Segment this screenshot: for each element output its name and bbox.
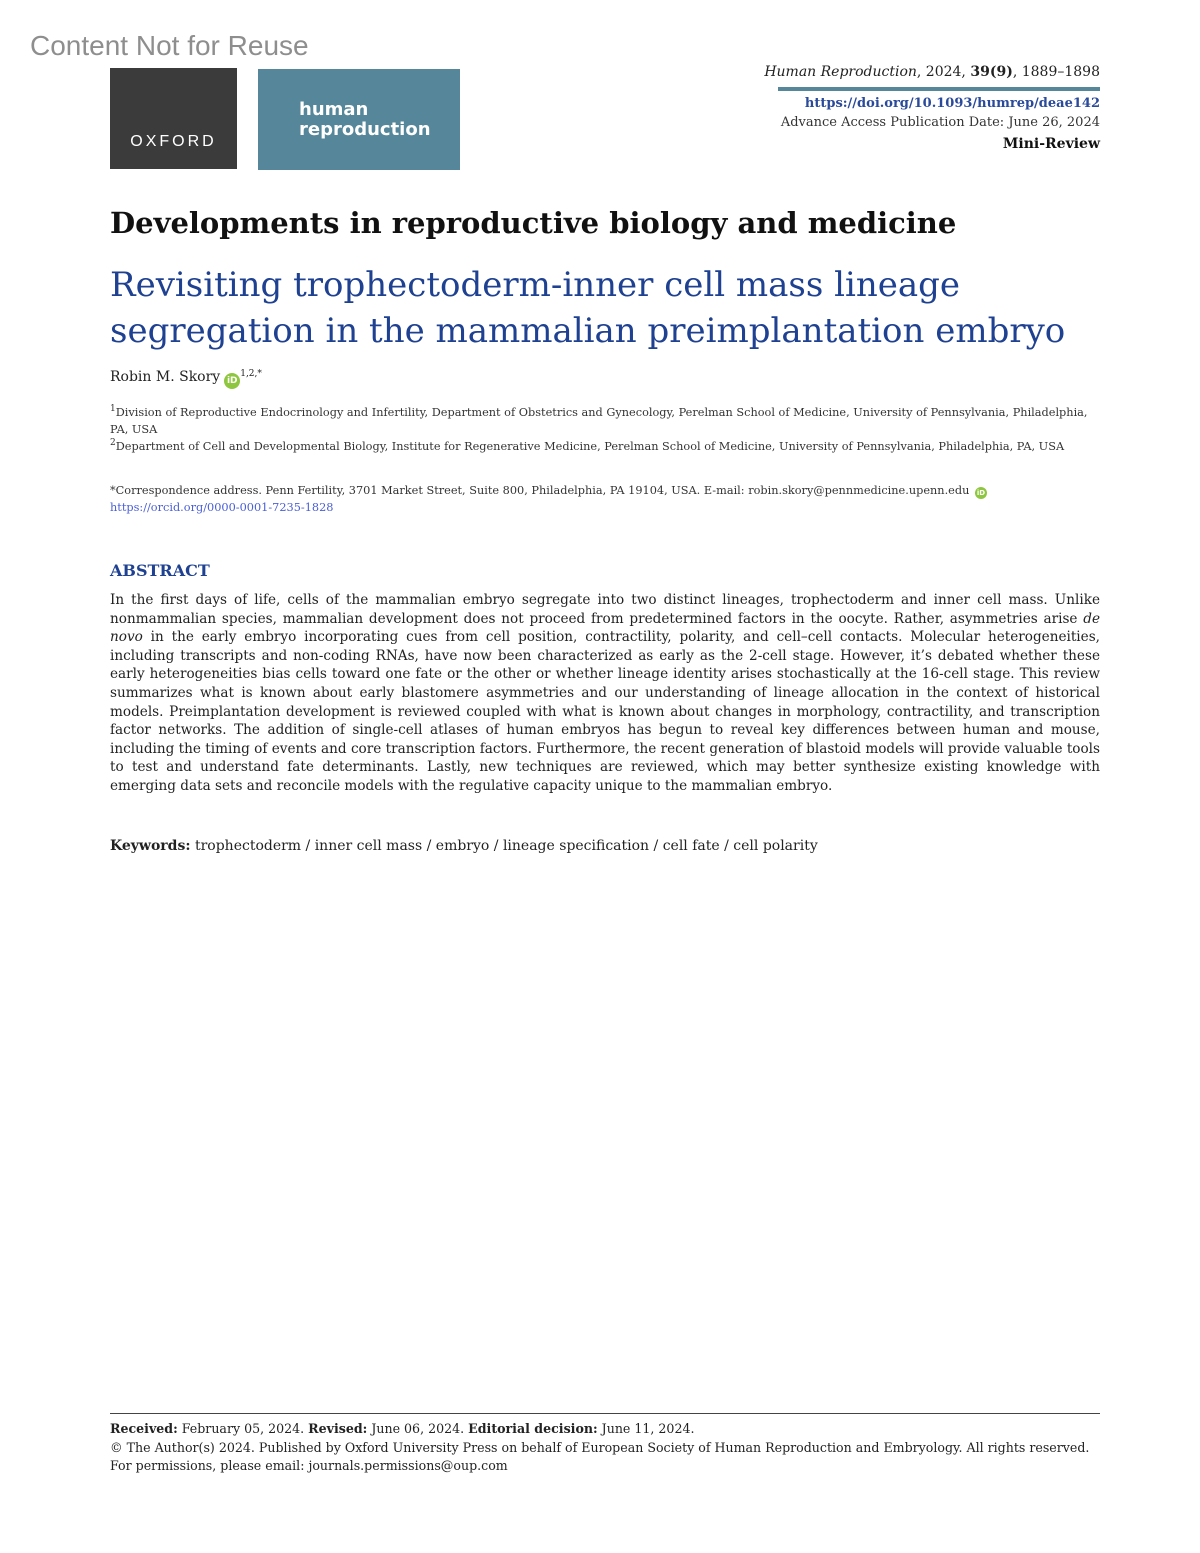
abstract-text-2: in the early embryo incorporating cues from cell position, contractility, polarity, and cell–cell contacts. Molecular heterogeneities, including transcripts and non-coding RNAs, have now been characterized as early as the 2-cell stage. However, it’s debated whether these early heterogeneities bias cells toward one fate or the other or whether lineage identity arises stochastically at the 16-cell stage. This review summarizes what is known about early blastomere asymmetries and our understanding of lineage allocation in the context of historical models. Preimplantation development is reviewed coupled with what is known about changes in morphology, contractility, and transcription factor networks. The addition of single-cell atlases of human embryos has begun to reveal key differences between human and mouse, including the timing of events and core transcription factors. Furthermore, the recent generation of blastoid models will provide valuable tools to test and understand fate determinants. Lastly, new techniques are reviewed, which may better synthesize existing knowledge with emerging data sets and reconcile models with the regulative capacity unique to the mammalian embryo. — [110, 629, 1100, 794]
abstract-italic: de novo — [110, 610, 1100, 646]
journal-name: Human Reproduction — [764, 64, 917, 80]
journal-citation — [764, 64, 1100, 80]
article-type: Mini-Review — [1002, 136, 1100, 152]
journal-logo-line1: human — [299, 99, 369, 120]
abstract-heading: ABSTRACT — [110, 561, 210, 580]
advance-access-date: Advance Access Publication Date: June 26, 2024 — [780, 115, 1100, 130]
article-title: Revisiting trophectoderm-inner cell mass lineage segregation in the mammalian preimplantation embryo — [110, 265, 1066, 351]
author-line — [110, 369, 262, 389]
affiliation-mark: 1 — [110, 404, 116, 414]
journal-year: , 2024, — [916, 64, 971, 80]
affiliation-2 — [110, 435, 1090, 455]
affiliation-1 — [110, 401, 1090, 438]
orcid-icon[interactable]: iD — [224, 373, 240, 389]
footer-rule — [110, 1413, 1100, 1414]
decision-label: Editorial decision: — [468, 1421, 598, 1436]
affiliation-text: Division of Reproductive Endocrinology and Infertility, Department of Obstetrics and Gynecology, Perelman School of Medicine, University of Pennsylvania, Philadelphia, PA, USA — [110, 406, 1088, 436]
oxford-logo — [110, 68, 237, 169]
journal-volume-issue: 39(9) — [970, 64, 1013, 80]
orcid-link[interactable]: https://orcid.org/0000-0001-7235-1828 — [110, 501, 334, 514]
keywords-label: Keywords: — [110, 838, 191, 854]
received-date: February 05, 2024. — [177, 1421, 309, 1436]
footer-dates — [110, 1421, 1100, 1436]
correspondence-text: *Correspondence address. Penn Fertility, 3701 Market Street, Suite 800, Philadelphia, PA 19104, USA. E-mail: robin.skory@pennmedicine.upenn.edu — [110, 484, 970, 497]
author-affiliation-marks: 1,2,* — [240, 369, 262, 379]
keywords-text: trophectoderm / inner cell mass / embryo / lineage specification / cell fate / cell polarity — [190, 838, 818, 854]
correspondence — [110, 482, 1090, 516]
journal-pages: , 1889–1898 — [1012, 64, 1100, 80]
footer-permissions: For permissions, please email: journals.permissions@oup.com — [110, 1458, 508, 1473]
orcid-icon[interactable]: iD — [976, 489, 986, 497]
keywords — [110, 838, 818, 854]
abstract-text-1: In the first days of life, cells of the mammalian embryo segregate into two distinct lineages, trophectoderm and inner cell mass. Unlike nonmammalian species, mammalian development does not proceed from predetermined factors in the oocyte. Rather, asymmetries arise — [110, 592, 1100, 627]
author-name: Robin M. Skory — [110, 369, 221, 385]
affiliation-text: Department of Cell and Developmental Biology, Institute for Regenerative Medicine, Perelman School of Medicine, University of Pennsylvania, Philadelphia, PA, USA — [115, 440, 1065, 453]
affiliation-mark: 2 — [110, 438, 116, 448]
decision-date: June 11, 2024. — [597, 1421, 695, 1436]
oxford-logo-text: OXFORD — [130, 133, 217, 150]
revised-label: Revised: — [308, 1421, 368, 1436]
revised-date: June 06, 2024. — [367, 1421, 469, 1436]
doi-link[interactable]: https://doi.org/10.1093/humrep/deae142 — [804, 96, 1100, 111]
watermark: Content Not for Reuse — [30, 30, 309, 61]
header-rule — [778, 87, 1100, 91]
footer-copyright: © The Author(s) 2024. Published by Oxford University Press on behalf of European Society of Human Reproduction and Embryology. All rights reserved. — [110, 1440, 1090, 1455]
abstract-body — [110, 591, 1100, 796]
journal-logo — [258, 69, 460, 170]
section-heading: Developments in reproductive biology and medicine — [110, 206, 957, 240]
received-label: Received: — [110, 1421, 178, 1436]
journal-logo-line2: reproduction — [299, 119, 431, 140]
